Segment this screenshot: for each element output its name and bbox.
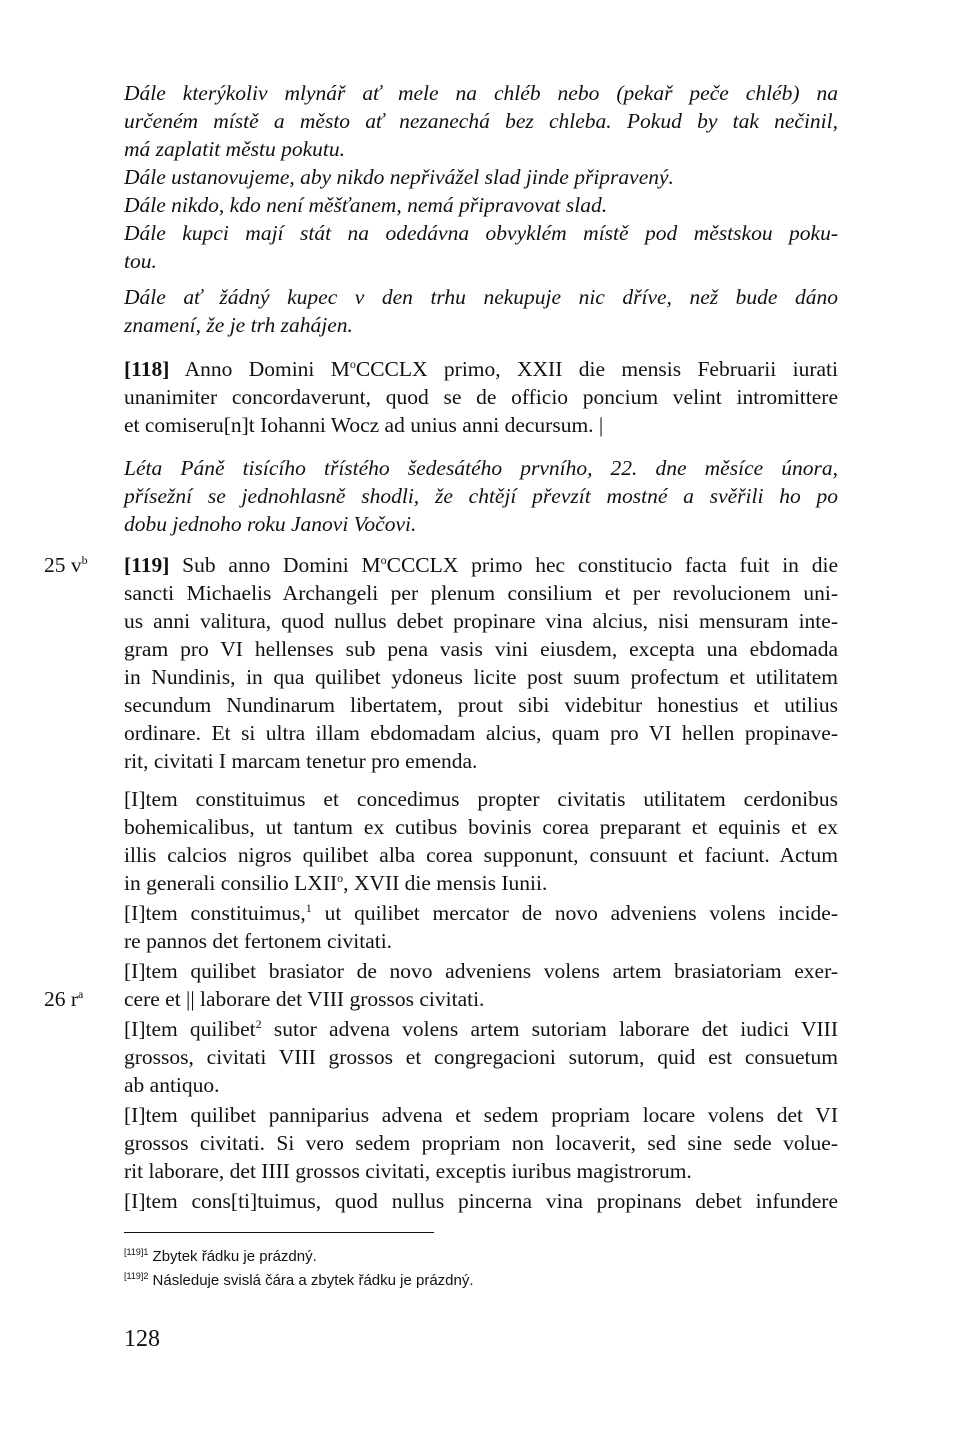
- entry-119-line: cere et || laborare det VIII grossos civitati.: [124, 987, 485, 1011]
- entry-119-line: grossos civitati. Si vero sedem propriam non locaverit, sed sine sede volue-: [124, 1131, 838, 1155]
- czech-line: dobu jednoho roku Janovi Vočovi.: [124, 512, 417, 536]
- czech-line: tou.: [124, 249, 157, 273]
- entry-119-line: bohemicalibus, ut tantum ex cutibus bovinis corea preparant et equinis et ex: [124, 815, 838, 839]
- margin-folio-note: 25 $v^b$: [44, 552, 88, 577]
- entry-119-line: in Nundinis, in qua quilibet ydoneus licite post suum profectum et utilitatem: [124, 665, 838, 689]
- footnote-ref: 2: [255, 1016, 262, 1031]
- entry-119-line: sancti Michaelis Archangeli per plenum consilium et per revolucionem uni-: [124, 581, 838, 605]
- czech-line: Dále kterýkoliv mlynář ať mele na chléb nebo (pekař peče chléb) na: [124, 81, 838, 105]
- entry-119-line: us anni valitura, quod nullus debet propinare vina alcius, nisi mensuram inte-: [124, 609, 838, 633]
- entry-number: [118]: [124, 357, 170, 381]
- entry-119-line: grossos, civitati VIII grossos et congregacioni sutorum, quid est consuetum: [124, 1045, 838, 1069]
- entry-119-line: [I]tem quilibet$^2$ sutor advena volens artem sutoriam laborare det iudici VIII: [124, 1016, 838, 1041]
- entry-119-line: secundum Nundinarum libertatem, prout sibi videbitur honestius et utilius: [124, 693, 838, 717]
- entry-118-line: et comiseru[n]t Iohanni Wocz ad unius anni decursum. |: [124, 413, 604, 437]
- entry-119-line: gram pro VI hellenses sub pena vasis vini eiusdem, excepta una ebdomada: [124, 637, 838, 661]
- entry-119-line: [I]tem cons[ti]tuimus, quod nullus pincerna vina propinans debet infundere: [124, 1189, 838, 1213]
- margin-folio-note: 26 $r^a$: [44, 986, 84, 1011]
- czech-line: má zaplatit městu pokutu.: [124, 137, 345, 161]
- entry-119-line: ordinare. Et si ultra illam ebdomadam alcius, quam pro VI hellen propinave-: [124, 721, 838, 745]
- czech-line: Dále nikdo, kdo není měšťanem, nemá připravovat slad.: [124, 193, 608, 217]
- footnote: $^{[119]1}$ Zbytek řádku je prázdný.: [124, 1247, 317, 1265]
- czech-line: Dále kupci mají stát na odedávna obvyklém místě pod městskou poku-: [124, 221, 838, 245]
- footnote: $^{[119]2}$ Následuje svislá čára a zbytek řádku je prázdný.: [124, 1271, 474, 1289]
- entry-119-line: [I]tem quilibet panniparius advena et sedem propriam locare volens det VI: [124, 1103, 838, 1127]
- entry-119-line: [119] Sub anno Domini $M^oCCCLX$ primo hec constitucio facta fuit in die: [124, 552, 838, 577]
- entry-119-line: ab antiquo.: [124, 1073, 220, 1097]
- entry-118-line: [118] Anno Domini $M^oCCCLX$ primo, XXII die mensis Februarii iurati: [124, 356, 838, 381]
- czech-line: Dále ať žádný kupec v den trhu nekupuje nic dříve, než bude dáno: [124, 285, 838, 309]
- footnote-ref: 1: [305, 900, 312, 915]
- czech-line: určeném místě a město ať nezanechá bez chleba. Pokud by tak nečinil,: [124, 109, 838, 133]
- entry-119-line: in generali consilio LXII$^o$, XVII die mensis Iunii.: [124, 870, 548, 895]
- footnote-divider: [124, 1232, 434, 1233]
- page-number: 128: [124, 1326, 160, 1352]
- entry-119-line: rit, civitati I marcam tenetur pro emenda.: [124, 749, 478, 773]
- entry-119-line: [I]tem constituimus,$^1$ ut quilibet mercator de novo adveniens volens incide-: [124, 900, 838, 925]
- czech-line: Dále ustanovujeme, aby nikdo nepřivážel slad jinde připravený.: [124, 165, 674, 189]
- entry-119-line: [I]tem constituimus et concedimus propter civitatis utilitatem cerdonibus: [124, 787, 838, 811]
- entry-119-line: illis calcios nigros quilibet alba corea supponunt, consuunt et faciunt. Actum: [124, 843, 838, 867]
- entry-118-line: unanimiter concordaverunt, quod se de officio poncium velint intromittere: [124, 385, 838, 409]
- czech-line: Léta Páně tisícího třístého šedesátého prvního, 22. dne měsíce února,: [124, 456, 838, 480]
- czech-line: znamení, že je trh zahájen.: [124, 313, 353, 337]
- entry-number: [119]: [124, 553, 170, 577]
- czech-line: přísežní se jednohlasně shodli, že chtějí převzít mostné a svěřili ho po: [124, 484, 838, 508]
- entry-119-line: [I]tem quilibet brasiator de novo adveniens volens artem brasiatoriam exer-: [124, 959, 838, 983]
- entry-119-line: rit laborare, det IIII grossos civitati, exceptis iuribus magistrorum.: [124, 1159, 692, 1183]
- entry-119-line: re pannos det fertonem civitati.: [124, 929, 393, 953]
